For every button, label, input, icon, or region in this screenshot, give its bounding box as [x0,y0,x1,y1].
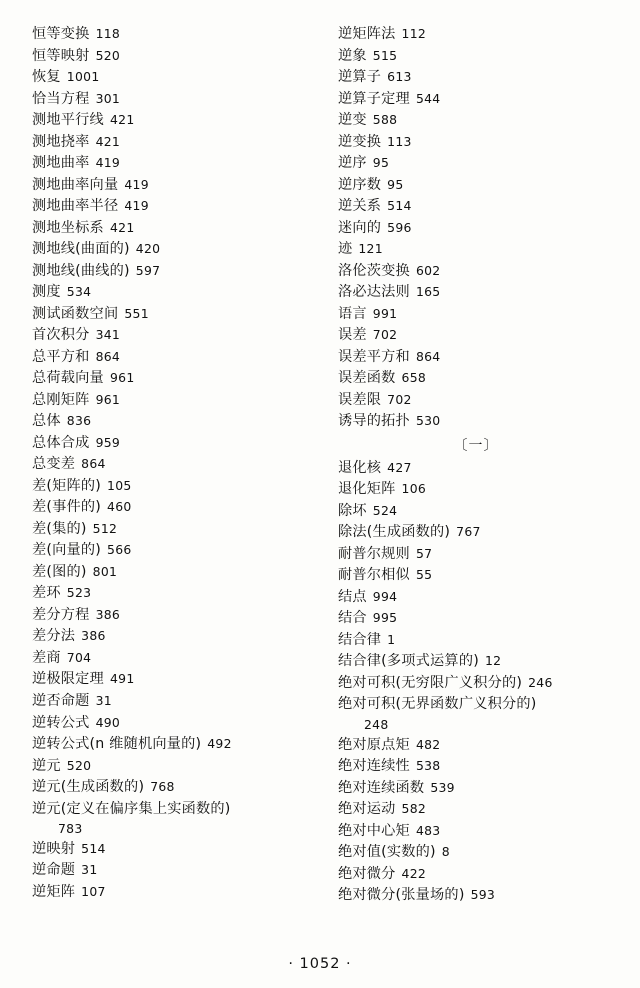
entry-page: 961 [109,370,135,386]
entry-term: 差(向量的) [32,542,102,559]
index-entry [32,839,310,861]
index-entry [32,454,310,476]
entry-term: 退化核 [337,459,382,476]
entry-term: 除法(生成函数的) [337,524,451,541]
entry-term: 洛必达法则 [337,284,410,301]
entry-page: 994 [372,588,398,604]
entry-term: 绝对中心矩 [337,822,410,839]
entry-term: 迷向的 [337,219,382,236]
entry-page: 783 [58,821,83,837]
entry-page: 106 [401,481,427,497]
entry-page: 420 [135,241,161,257]
entry-term: 总平方和 [32,348,90,365]
index-entry [338,347,614,369]
entry-page: 492 [207,736,232,752]
index-entry [32,648,310,670]
entry-term: 结合律 [337,631,382,648]
entry-term: 恒等映射 [32,47,90,64]
index-entry [32,605,310,627]
entry-term: 恒等变换 [32,26,90,42]
index-entry [32,218,310,240]
entry-term: 总变差 [32,456,76,473]
entry-page: 524 [372,502,398,518]
index-entry [338,842,614,864]
entry-term: 总荷载向量 [32,370,104,387]
index-entry [338,735,614,757]
index-entry [338,778,614,800]
index-entry [338,608,614,630]
index-entry [32,519,310,541]
index-entry [338,565,614,587]
entry-page: 421 [109,219,135,235]
entry-page: 767 [456,524,481,540]
entry-page: 613 [387,69,412,85]
index-entry [32,713,310,735]
entry-term: 恰当方程 [32,90,90,107]
entry-term: 测地线(曲面的) [32,241,130,258]
entry-page: 961 [95,391,121,407]
index-entry [32,777,310,799]
index-entry [32,882,310,904]
entry-page: 864 [95,348,121,364]
entry-page: 248 [363,716,389,732]
entry-page: 419 [124,198,149,214]
entry-term: 逆元(生成函数的) [32,779,145,796]
entry-term: 总刚矩阵 [32,391,90,408]
index-entry [32,175,310,197]
entry-term: 测地曲率向量 [32,176,119,193]
entry-term: 绝对可积(无穷限广义积分的) [337,674,523,691]
index-column-right [330,24,614,907]
index-entry [338,218,614,240]
index-entry [338,651,614,673]
entry-page: 421 [109,112,135,128]
entry-page: 702 [387,391,412,407]
entry-term: 差分法 [32,628,76,645]
entry-page: 8 [441,844,450,860]
entry-term: 误差限 [337,391,382,408]
entry-page: 165 [415,284,441,300]
index-entry [32,411,310,433]
index-entry [338,479,614,501]
entry-term: 结合 [337,610,367,627]
index-entry [338,196,614,218]
entry-page: 864 [81,456,106,472]
entry-page: 582 [401,801,427,817]
entry-term: 结合律(多项式运算的) [337,653,479,670]
index-entry [32,239,310,261]
index-entry [338,501,614,523]
entry-term: 差环 [32,585,61,602]
index-entry [32,196,310,218]
index-entry [338,885,614,907]
entry-page: 57 [415,545,433,561]
index-entry [32,304,310,326]
entry-page: 460 [107,499,132,515]
index-entry [338,282,614,304]
index-entry [338,821,614,843]
entry-page: 55 [415,567,433,583]
entry-page: 427 [387,459,412,475]
entry-term: 逆序数 [337,176,382,193]
index-entry [338,24,614,46]
entry-term: 洛伦茨变换 [337,262,410,279]
entry-term: 误差函数 [337,370,396,387]
entry-page: 419 [95,155,121,171]
index-columns [26,24,614,944]
entry-page: 514 [387,198,412,214]
entry-page: 768 [150,779,175,795]
entry-page: 836 [66,413,92,429]
index-entry [338,67,614,89]
entry-term: 耐普尔规则 [337,545,410,562]
entry-term: 测地坐标系 [32,219,104,236]
section-marker: 〔一〕 [453,437,499,454]
entry-page: 704 [66,649,92,665]
entry-term: 逆关系 [337,198,382,215]
entry-page: 959 [95,434,121,450]
entry-term: 耐普尔相似 [337,567,410,584]
entry-term: 退化矩阵 [337,481,396,498]
index-entry [338,411,614,433]
entry-term: 总体 [32,413,61,430]
entry-term: 绝对值(实数的) [337,844,436,861]
index-entry [32,67,310,89]
index-entry [338,694,614,734]
index-entry [32,282,310,304]
index-entry [338,390,614,412]
index-entry [32,153,310,175]
entry-term: 逆极限定理 [32,671,104,688]
entry-term: 差(集的) [32,520,87,537]
index-entry [338,587,614,609]
entry-page: 419 [124,176,149,192]
entry-term: 差商 [32,649,61,666]
entry-term: 诱导的拓扑 [337,413,410,430]
index-entry [32,89,310,111]
entry-page: 702 [372,327,398,343]
index-entry [32,734,310,756]
entry-page: 538 [415,758,441,774]
entry-term: 绝对运动 [337,801,396,818]
index-entry [32,325,310,347]
index-entry [32,368,310,390]
entry-term: 差(矩阵的) [32,477,102,494]
entry-page: 515 [372,47,398,63]
entry-page: 539 [430,779,455,795]
index-entry [32,497,310,519]
entry-page: 12 [484,653,502,669]
entry-term: 测地曲率半径 [32,198,119,215]
index-entry [32,433,310,455]
entry-term: 测地曲率 [32,155,90,172]
index-entry [338,175,614,197]
entry-term: 绝对原点矩 [337,736,410,753]
index-entry [32,347,310,369]
entry-page: 597 [135,262,161,278]
entry-page: 514 [81,840,106,856]
entry-page: 523 [66,585,92,601]
index-entry [32,669,310,691]
entry-term: 测地平行线 [32,112,104,129]
index-entry [338,46,614,68]
index-entry [338,325,614,347]
entry-term: 差(图的) [32,563,87,580]
entry-page: 246 [528,674,553,690]
index-entry [32,390,310,412]
entry-page: 658 [401,370,427,386]
index-entry [32,626,310,648]
entry-page: 482 [415,736,441,752]
entry-page: 31 [81,862,98,878]
entry-page: 121 [358,241,383,257]
index-entry [32,691,310,713]
entry-term: 差分方程 [32,606,90,623]
entry-page: 551 [124,305,149,321]
entry-term: 绝对可积(无界函数广义积分的) [337,696,537,713]
entry-term: 测地线(曲线的) [32,262,130,279]
entry-page: 991 [372,305,398,321]
entry-page: 801 [92,563,118,579]
entry-term: 差(事件的) [32,499,102,516]
index-entry [32,756,310,778]
entry-page: 1 [387,631,396,647]
index-entry [338,132,614,154]
entry-term: 逆转公式 [32,714,90,731]
entry-term: 绝对微分(张量场的) [337,887,465,904]
index-entry [338,304,614,326]
entry-page: 105 [107,477,132,493]
entry-term: 误差 [337,327,367,344]
entry-page: 421 [95,133,121,149]
entry-term: 逆映射 [32,840,76,857]
entry-term: 逆算子 [337,69,382,86]
entry-page: 386 [81,628,106,644]
entry-term: 恢复 [32,69,61,86]
index-entry [32,799,310,839]
index-entry [338,673,614,695]
entry-term: 绝对连续性 [337,758,410,775]
entry-page: 490 [95,714,121,730]
entry-term: 迹 [337,241,353,258]
entry-page: 520 [95,47,121,63]
entry-page: 113 [387,133,412,149]
index-entry [338,522,614,544]
entry-page: 864 [415,348,441,364]
index-entry [338,458,614,480]
entry-term: 语言 [337,305,367,322]
entry-page: 520 [66,757,92,773]
entry-page: 95 [372,155,390,171]
entry-term: 误差平方和 [337,348,410,365]
index-entry [32,540,310,562]
index-entry [338,368,614,390]
entry-term: 逆矩阵法 [337,26,396,42]
entry-term: 测度 [32,284,61,301]
index-entry [32,132,310,154]
entry-page: 112 [401,26,427,41]
entry-page: 588 [372,112,398,128]
entry-page: 483 [415,822,441,838]
entry-page: 31 [95,692,112,708]
index-entry [32,261,310,283]
index-entry [338,864,614,886]
entry-page: 107 [81,883,106,899]
entry-page: 566 [107,542,132,558]
entry-page: 341 [95,327,121,343]
index-entry [32,476,310,498]
entry-term: 逆转公式(n 维随机向量的) [32,736,202,753]
index-entry [338,799,614,821]
index-entry [338,544,614,566]
entry-term: 逆元 [32,757,61,774]
index-entry [32,562,310,584]
entry-term: 测试函数空间 [32,305,119,322]
index-entry [338,110,614,132]
entry-page: 301 [95,90,121,106]
index-entry [338,153,614,175]
entry-page: 544 [415,90,441,106]
entry-term: 绝对微分 [337,865,396,882]
index-entry [32,860,310,882]
entry-term: 逆变换 [337,133,382,150]
entry-term: 逆命题 [32,862,76,879]
entry-page: 602 [415,262,441,278]
index-entry [338,261,614,283]
index-entry [338,239,614,261]
entry-page: 95 [387,176,404,192]
entry-term: 逆变 [337,112,367,129]
index-entry [32,110,310,132]
entry-term: 逆否命题 [32,692,90,709]
entry-page: 118 [95,26,121,41]
index-entry [32,583,310,605]
index-entry [338,756,614,778]
entry-term: 首次积分 [32,327,90,344]
index-entry [338,630,614,652]
entry-term: 逆象 [337,47,367,64]
index-entry [32,24,310,46]
entry-term: 绝对连续函数 [337,779,425,796]
entry-page: 593 [470,887,496,903]
entry-term: 结点 [337,588,367,605]
index-entry [32,46,310,68]
page-number: · 1052 · [288,956,352,972]
entry-page: 512 [92,520,118,536]
entry-term: 逆序 [337,155,367,172]
entry-term: 逆矩阵 [32,883,76,900]
index-column-left [26,24,310,903]
entry-term: 测地挠率 [32,133,90,150]
entry-page: 491 [109,671,135,687]
entry-term: 总体合成 [32,434,90,451]
entry-page: 386 [95,606,121,622]
entry-page: 422 [401,865,427,881]
entry-term: 逆算子定理 [337,90,410,107]
entry-page: 534 [66,284,92,300]
entry-page: 1001 [66,69,100,85]
entry-term: 除坏 [337,502,367,519]
entry-page: 995 [372,610,398,626]
index-entry [338,89,614,111]
entry-page: 596 [387,219,412,235]
entry-page: 530 [415,413,441,429]
entry-term: 逆元(定义在偏序集上实函数的) [32,800,231,817]
